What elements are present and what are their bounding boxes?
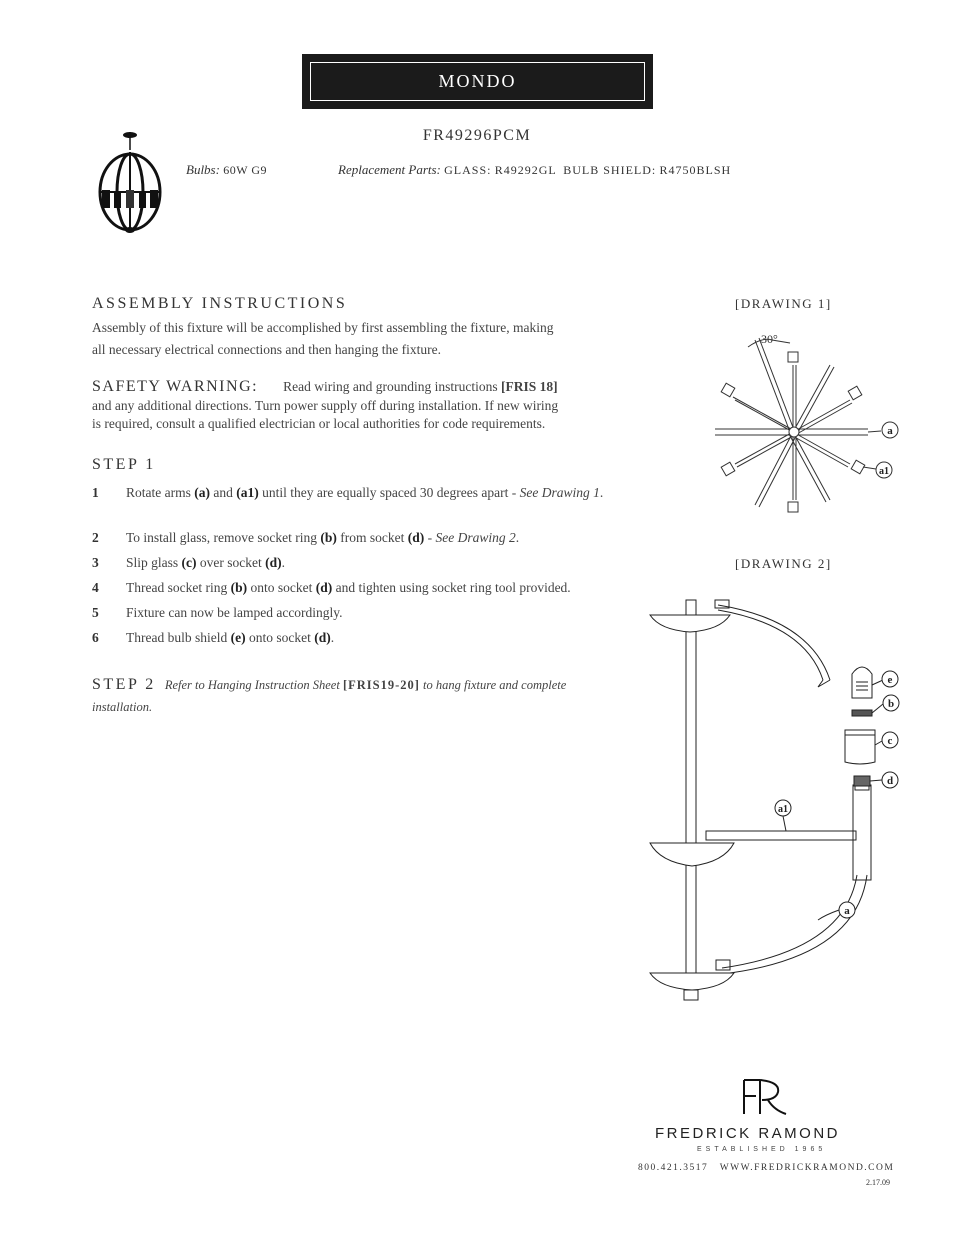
step-text-fragment: . [330,630,335,645]
curved-arm-bottom [722,875,857,968]
part-reference: (c) [181,555,197,570]
callout-leader [872,704,883,713]
arm [755,340,790,432]
drawing2 [640,590,910,1010]
glass-cup-middle [650,843,734,866]
step2-text: Refer to Hanging Instruction Sheet [164,678,343,692]
bulb-shield-label: BULB SHIELD: [563,163,657,177]
step-number: 2 [92,530,99,545]
step-number: 5 [92,605,99,620]
arm [795,403,852,435]
product-thumbnail [90,130,170,236]
step-number: 1 [92,485,99,500]
product-title: MONDO [310,62,645,101]
callout-leader [872,680,883,685]
step-number: 3 [92,555,99,570]
angle-label: 30° [761,332,778,346]
arm [737,435,795,467]
step-text [126,552,627,573]
arm-socket [851,460,865,474]
step-text-fragment: until they are equally spaced 30 degrees apart - [258,485,520,500]
callout-leader [863,467,876,469]
step-text-fragment: To install glass, remove socket ring [126,530,321,545]
part-reference: (d) [315,580,333,595]
step-text [126,482,627,503]
bulbs-label: Bulbs: [186,162,220,177]
callout-a1-label: a1 [778,804,788,815]
part-reference: (a1) [236,485,259,500]
assembly-heading: ASSEMBLY INSTRUCTIONS [92,295,348,312]
step-number: 4 [92,580,99,595]
safety-line-2: and any additional directions. Turn power supply off during installation. If new wiring [92,398,559,413]
title-banner [302,54,653,109]
callout-a-label: a [887,425,893,437]
socket-ring [852,710,872,716]
part-reference: (e) [230,630,246,645]
drawing1-label: [DRAWING 1] [735,296,832,311]
part-reference: (d) [407,530,425,545]
step-text-fragment: Fixture can now be lamped accordingly. [126,605,343,620]
assembly-intro [92,317,622,361]
safety-heading: SAFETY WARNING: [92,378,259,395]
part-reference: (b) [320,530,337,545]
step-text [126,577,627,598]
arm-socket [721,462,735,476]
step-text-fragment: . [281,555,285,570]
step1-item [92,482,627,526]
drawing-reference: See Drawing 1 [519,485,600,500]
step2-reference: [FRIS19-20] [342,678,420,692]
drawing1 [700,325,910,525]
callout-c-label: c [887,735,893,747]
step-number: 6 [92,630,99,645]
glass-label: GLASS: [444,163,492,177]
step-text-fragment: . [515,530,520,545]
arm [791,435,848,467]
replacement-label: Replacement Parts: [338,162,441,177]
callout-e-label: e [887,674,893,686]
step-text-fragment: and [209,485,237,500]
part-reference: (d) [314,630,331,645]
glass-part-number: R49292GL [494,163,557,177]
brand-logo-mark [738,1076,792,1118]
assembly-line-2: all necessary electrical connections and then hanging the fixture. [92,342,441,357]
safety-text: Read wiring and grounding instructions [283,379,502,394]
step-text-fragment: . [599,485,604,500]
step1-heading: STEP 1 [92,456,156,473]
step-text-fragment: over socket [196,555,266,570]
step-text-fragment: onto socket [247,580,316,595]
center-hub [789,427,799,437]
bulbs-spec [186,162,267,178]
step-text [126,627,627,648]
arm-socket [721,383,735,397]
callout-leader [868,431,881,432]
bulbs-value: 60W G9 [223,163,267,177]
step-text-fragment: Thread bulb shield [126,630,231,645]
step-text-fragment: Rotate arms [126,485,195,500]
step-text [126,602,627,623]
replacement-parts [338,162,731,178]
glass-cup-top [650,615,730,632]
safety-line-3: is required, consult a qualified electrician or local authorities for code requirements. [92,416,546,431]
arm-socket [788,502,798,512]
callout-leader [870,780,882,781]
curved-arm-top [718,605,830,680]
step-text-fragment: from socket [336,530,408,545]
callout-leader [818,910,839,920]
bulb-shield-part-number: R4750BLSH [659,163,732,177]
step-text [126,527,627,548]
horizontal-arm [706,831,856,840]
step-text-fragment: and tighten using socket ring tool provided. [332,580,571,595]
callout-leader [783,816,786,831]
callout-b-label: b [887,698,895,710]
part-reference: (a) [194,485,210,500]
step-text-fragment: Slip glass [126,555,182,570]
callout-a1-label: a1 [879,466,889,477]
arm-socket [848,386,862,400]
socket [854,776,870,786]
step2-heading: STEP 2 [92,676,156,693]
glass-cup-bottom [650,973,734,990]
step-text-fragment: - [424,530,436,545]
center-rod [686,600,696,990]
contact-info: 800.421.3517 WWW.FREDRICKRAMOND.COM [638,1163,895,1173]
safety-body [92,397,632,433]
brand-established: ESTABLISHED 1965 [697,1146,827,1153]
arm-socket [788,352,798,362]
drawing2-label: [DRAWING 2] [735,556,832,571]
step-text-fragment: Thread socket ring [126,580,231,595]
document-date: 2.17.09 [866,1178,890,1187]
assembly-line-1: Assembly of this fixture will be accomplished by first assembling the fixture, making [92,320,554,335]
step-text-fragment: onto socket [245,630,315,645]
callout-leader [875,741,882,745]
drawing-reference: See Drawing 2 [435,530,516,545]
model-number: FR49296PCM [422,127,532,144]
step2-line [92,674,632,694]
brand-name: FREDRICK RAMOND [655,1125,841,1142]
callout-a-label: a [844,905,850,917]
step2-text-cont: to hang fixture and complete [419,678,567,692]
callout-d-label: d [886,775,894,787]
safety-reference: [FRIS 18] [501,379,558,394]
part-reference: (d) [265,555,282,570]
step2-line-2: installation. [92,700,153,714]
part-reference: (b) [230,580,248,595]
safety-warning-first-line [92,376,558,396]
